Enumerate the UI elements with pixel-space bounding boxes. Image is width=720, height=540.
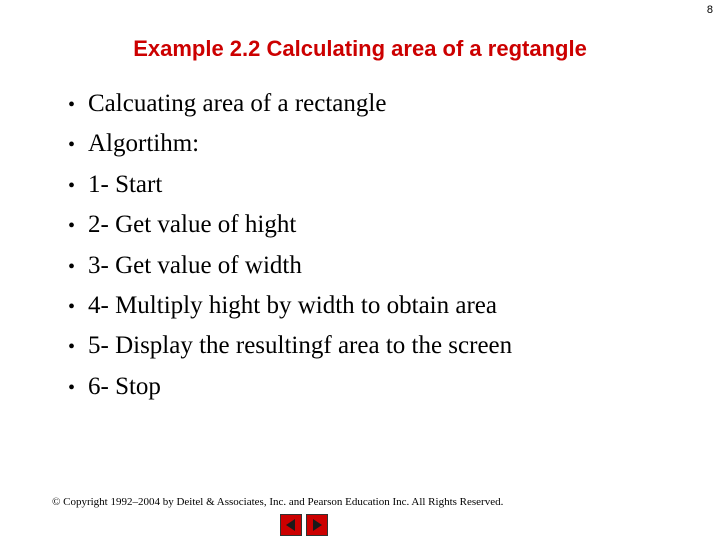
triangle-right-icon	[310, 518, 324, 532]
previous-slide-button[interactable]	[280, 514, 302, 536]
bullet-text: 3- Get value of width	[88, 251, 302, 279]
bullet-item	[68, 252, 512, 292]
bullet-dot-icon: •	[68, 174, 76, 197]
bullet-text: 4- Multiply hight by width to obtain area	[88, 291, 497, 319]
bullet-dot-icon: •	[68, 336, 76, 359]
page-number: 8	[706, 4, 713, 16]
bullet-item	[68, 292, 512, 332]
bullet-dot-icon: •	[68, 215, 76, 238]
bullet-item	[68, 90, 512, 130]
bullet-item	[68, 332, 512, 372]
bullet-text: Calcuating area of a rectangle	[88, 90, 387, 117]
bullet-dot-icon: •	[68, 94, 76, 116]
bullet-text: 6- Stop	[88, 372, 161, 400]
bullet-dot-icon: •	[68, 295, 76, 318]
bullet-dot-icon: •	[68, 134, 76, 157]
bullet-dot-icon: •	[68, 376, 76, 399]
next-slide-button[interactable]	[306, 514, 328, 536]
bullet-item	[68, 373, 512, 413]
slide-title: Example 2.2 Calculating area of a regtangle	[133, 36, 587, 61]
triangle-left-icon	[284, 518, 298, 532]
bullet-item	[68, 171, 512, 211]
copyright-footer: © Copyright 1992–2004 by Deitel & Associates, Inc. and Pearson Education Inc. All Rights Reserved.	[52, 496, 504, 508]
bullet-text: 1- Start	[88, 170, 163, 198]
slide-navigation	[280, 514, 328, 536]
bullet-text: 2- Get value of hight	[88, 211, 297, 239]
bullet-item	[68, 130, 512, 170]
bullet-item	[68, 211, 512, 251]
bullet-text: 5- Display the resultingf area to the screen	[88, 332, 513, 360]
bullet-text: Algortihm:	[88, 130, 200, 158]
bullet-dot-icon: •	[68, 255, 76, 278]
bullet-list	[68, 90, 512, 413]
